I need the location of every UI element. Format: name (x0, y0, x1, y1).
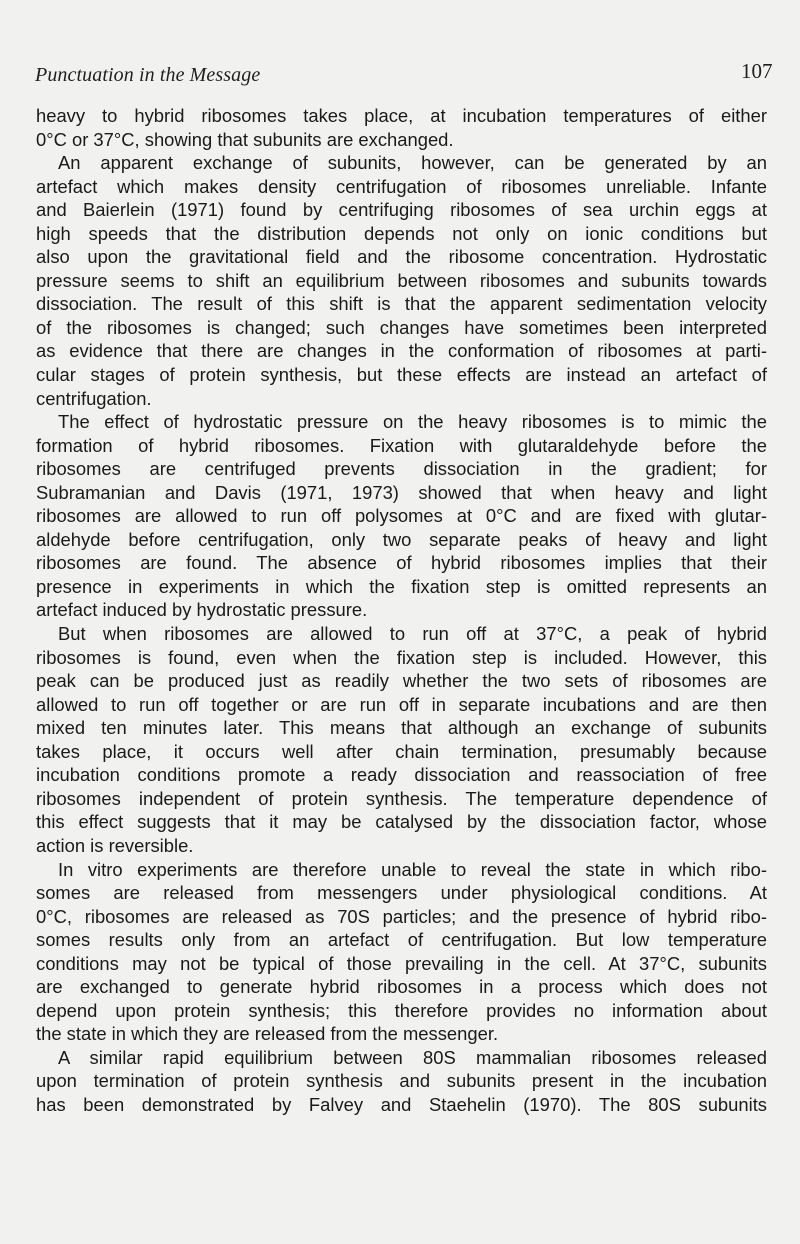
text-line: has been demonstrated by Falvey and Staehelin (1970). The 80S subunits (36, 1093, 767, 1115)
paragraph (36, 622, 767, 857)
text-line: are exchanged to generate hybrid ribosomes in a process which does not (36, 976, 767, 998)
text-line: dissociation. The result of this shift is that the apparent sedimentation velocity (36, 293, 767, 315)
text-line: A similar rapid equilibrium between 80S mammalian ribosomes released (58, 1046, 767, 1068)
text-line: ribosomes is found, even when the fixation step is included. However, this (36, 646, 767, 668)
text-line: peak can be produced just as readily whether the two sets of ribosomes are (36, 670, 767, 692)
text-line: takes place, it occurs well after chain termination, presumably because (36, 740, 767, 762)
text-line: artefact induced by hydrostatic pressure. (36, 599, 368, 621)
text-line: of the ribosomes is changed; such changes have sometimes been interpreted (36, 316, 767, 338)
paragraph (36, 104, 767, 151)
paragraph (36, 858, 767, 1046)
text-line: action is reversible. (36, 834, 194, 856)
text-line: incubation conditions promote a ready dissociation and reassociation of free (36, 764, 767, 786)
text-line: But when ribosomes are allowed to run off at 37°C, a peak of hybrid (58, 623, 767, 645)
text-line: presence in experiments in which the fixation step is omitted represents an (36, 575, 767, 597)
text-line: artefact which makes density centrifugation of ribosomes unreliable. Infante (36, 175, 767, 197)
text-line: formation of hybrid ribosomes. Fixation with glutaraldehyde before the (36, 434, 767, 456)
text-line: somes results only from an artefact of centrifugation. But low temperature (36, 929, 767, 951)
text-line: depend upon protein synthesis; this therefore provides no information about (36, 999, 767, 1021)
text-line: heavy to hybrid ribosomes takes place, at incubation temperatures of either (36, 105, 767, 126)
text-line: In vitro experiments are therefore unable to reveal the state in which ribo- (58, 858, 767, 880)
text-line: somes are released from messengers under physiological conditions. At (36, 882, 767, 904)
text-line: 0°C, ribosomes are released as 70S particles; and the presence of hybrid ribo- (36, 905, 767, 927)
text-line: and Baierlein (1971) found by centrifuging ribosomes of sea urchin eggs at (36, 199, 767, 221)
text-line: Subramanian and Davis (1971, 1973) showed that when heavy and light (36, 481, 767, 503)
body-text (36, 104, 767, 1117)
text-line: conditions may not be typical of those prevailing in the cell. At 37°C, subunits (36, 952, 767, 974)
text-line: allowed to run off together or are run off in separate incubations and are then (36, 693, 767, 715)
text-line: high speeds that the distribution depends not only on ionic conditions but (36, 222, 767, 244)
text-line: mixed ten minutes later. This means that although an exchange of subunits (36, 717, 767, 739)
text-line: pressure seems to shift an equilibrium between ribosomes and subunits towards (36, 269, 767, 291)
text-line: ribosomes are allowed to run off polysomes at 0°C and are fixed with glutar- (36, 505, 767, 527)
text-line: upon termination of protein synthesis and subunits present in the incubation (36, 1070, 767, 1092)
text-line: this effect suggests that it may be catalysed by the dissociation factor, whose (36, 811, 767, 833)
text-line: also upon the gravitational field and the ribosome concentration. Hydrostatic (36, 246, 767, 268)
text-line: 0°C or 37°C, showing that subunits are exchanged. (36, 128, 454, 150)
text-line: cular stages of protein synthesis, but these effects are instead an artefact of (36, 364, 767, 386)
text-line: aldehyde before centrifugation, only two separate peaks of heavy and light (36, 528, 767, 550)
text-line: ribosomes are found. The absence of hybrid ribosomes implies that their (36, 552, 767, 574)
paragraph (36, 151, 767, 410)
text-line: The effect of hydrostatic pressure on the heavy ribosomes is to mimic the (58, 411, 767, 433)
text-line: ribosomes independent of protein synthesis. The temperature dependence of (36, 787, 767, 809)
text-line: centrifugation. (36, 387, 152, 409)
text-line: as evidence that there are changes in the conformation of ribosomes at parti- (36, 340, 767, 362)
paragraph (36, 1046, 767, 1117)
paragraph (36, 410, 767, 622)
page-number: 107 (741, 59, 773, 83)
text-line: ribosomes are centrifuged prevents dissociation in the gradient; for (36, 458, 767, 480)
running-title: Punctuation in the Message (35, 64, 261, 86)
text-line: the state in which they are released from the messenger. (36, 1023, 499, 1045)
text-line: An apparent exchange of subunits, however, can be generated by an (58, 152, 767, 174)
